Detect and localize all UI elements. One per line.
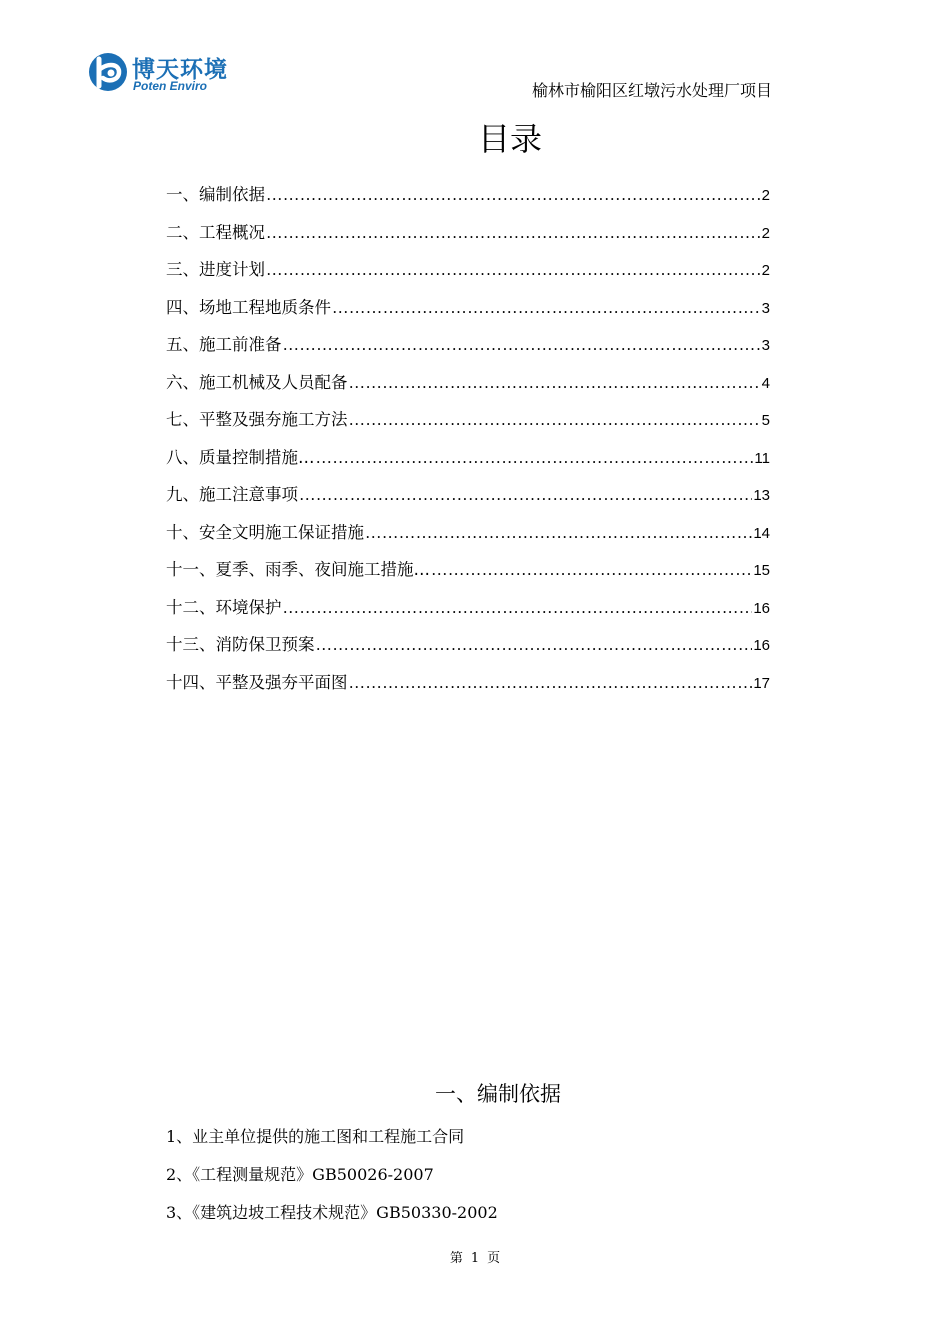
toc-leader-dots	[365, 523, 752, 543]
toc-item-page: 11	[754, 449, 770, 467]
toc-item-label: 二、工程概况	[166, 222, 265, 242]
toc-leader-dots	[349, 410, 761, 430]
toc-item-page: 3	[761, 299, 770, 317]
toc-item-page: 16	[753, 599, 770, 617]
toc-leader-dots	[316, 448, 754, 468]
logo-chinese-name: 博天环境	[132, 57, 228, 83]
toc-item-label: 十二、环境保护	[166, 597, 282, 617]
list-item: 3、《建筑边坡工程技术规范》GB50330-2002	[166, 1203, 498, 1222]
toc-item[interactable]	[166, 256, 770, 294]
toc-item-page: 4	[761, 374, 770, 392]
toc-item[interactable]	[166, 519, 770, 557]
toc-item-page: 2	[761, 224, 770, 242]
toc-item[interactable]	[166, 331, 770, 369]
toc-leader-dots	[266, 223, 761, 243]
toc-leader-dots	[266, 260, 761, 280]
toc-item[interactable]	[166, 594, 770, 632]
list-item: 1、业主单位提供的施工图和工程施工合同	[166, 1127, 465, 1146]
toc-item[interactable]	[166, 369, 770, 407]
toc-item-label: 五、施工前准备	[166, 335, 282, 354]
company-logo-mark-icon	[86, 48, 130, 92]
toc-leader-dots	[283, 598, 753, 618]
toc-leader-dots	[316, 635, 753, 655]
toc-leader-dots	[283, 335, 761, 355]
toc-item-label: 六、施工机械及人员配备	[166, 372, 348, 392]
toc-item-label: 七、平整及强夯施工方法	[166, 410, 348, 429]
toc-item-page: 17	[753, 674, 770, 692]
toc-item-label: 十一、夏季、雨季、夜间施工措施…	[166, 560, 430, 579]
toc-item-label: 三、进度计划	[166, 260, 265, 279]
project-name: 榆林市榆阳区红墩污水处理厂项目	[531, 81, 772, 100]
toc-item-label: 四、场地工程地质条件	[166, 297, 331, 317]
toc-leader-dots	[332, 298, 761, 318]
toc-item-label: 一、编制依据	[166, 185, 265, 204]
toc-item-page: 5	[761, 412, 770, 429]
footer-suffix: 页	[487, 1251, 501, 1266]
toc-item-label: 十、安全文明施工保证措施	[166, 522, 364, 542]
toc-item-label: 十三、消防保卫预案	[166, 635, 315, 654]
toc-item[interactable]	[166, 556, 770, 594]
toc-item-label: 九、施工注意事项	[166, 485, 298, 504]
toc-item-page: 14	[753, 524, 770, 542]
toc-item[interactable]	[166, 219, 770, 257]
list-item: 2、《工程测量规范》GB50026-2007	[166, 1165, 434, 1184]
toc-item[interactable]	[166, 294, 770, 332]
toc-item-page: 13	[753, 487, 770, 504]
section-list	[166, 1124, 786, 1238]
toc-item[interactable]	[166, 481, 770, 519]
footer-page-number: 1	[470, 1251, 480, 1266]
toc-leader-dots	[299, 485, 752, 505]
table-of-contents	[166, 181, 770, 706]
toc-item-label: 八、质量控制措施…	[166, 447, 315, 467]
toc-item[interactable]	[166, 444, 770, 482]
toc-item-page: 2	[761, 187, 770, 204]
page-footer	[0, 1247, 950, 1266]
footer-prefix: 第	[449, 1251, 463, 1266]
toc-leader-dots	[349, 673, 753, 693]
toc-leader-dots	[431, 560, 752, 580]
toc-item-page: 16	[753, 637, 770, 654]
toc-title: 目录	[477, 120, 542, 158]
toc-leader-dots	[349, 373, 761, 393]
toc-item[interactable]	[166, 631, 770, 669]
toc-leader-dots	[266, 185, 761, 205]
toc-item[interactable]	[166, 181, 770, 219]
logo-english-name: Poten Enviro	[133, 79, 208, 93]
company-logo	[86, 48, 236, 98]
toc-item-label: 十四、平整及强夯平面图	[166, 672, 348, 692]
toc-item-page: 15	[753, 562, 770, 579]
toc-item[interactable]	[166, 669, 770, 707]
toc-item[interactable]	[166, 406, 770, 444]
toc-item-page: 3	[761, 337, 770, 354]
section-heading: 一、编制依据	[435, 1082, 561, 1106]
toc-item-page: 2	[761, 262, 770, 279]
